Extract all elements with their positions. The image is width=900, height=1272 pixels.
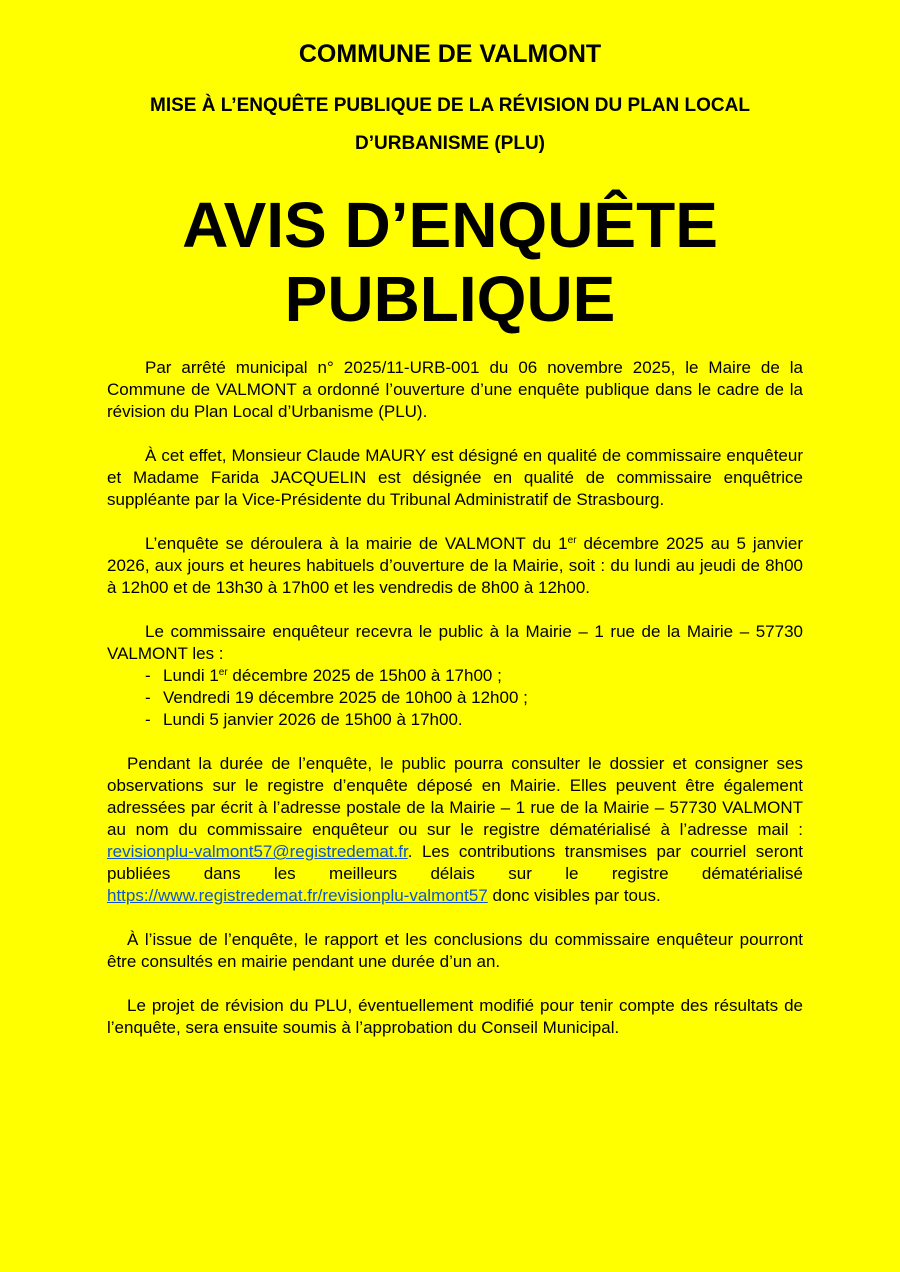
consultation-text-start: Pendant la durée de l’enquête, le public pourra consulter le dossier et consigner ses observations sur le registre d’enquête déposé en Mairie. Elles peuvent être également adressées par écrit à l’adresse postale de la Mairie – 1 rue de la Mairie – 57730 VALMONT au nom du commissaire enquêteur ou sur le registre dématérialisé à l’adresse mail : [107, 754, 803, 839]
notice-body [107, 357, 803, 1061]
permanence-superscript: er [218, 667, 228, 678]
commune-name: COMMUNE DE VALMONT [298, 40, 602, 68]
permanence-item [145, 665, 803, 687]
subtitle-line-1: MISE À L’ENQUÊTE PUBLIQUE DE LA RÉVISION DU PLAN LOCAL [150, 95, 750, 116]
dates-superscript: er [567, 535, 577, 546]
consultation-text-end: donc visibles par tous. [487, 886, 661, 905]
registre-url-link[interactable]: https://www.registredemat.fr/revisionplu-valmont57 [107, 886, 488, 905]
paragraph-approval: Le projet de révision du PLU, éventuellement modifié pour tenir compte des résultats de l’enquête, sera ensuite soumis à l’approbation du Conseil Municipal. [107, 996, 803, 1037]
paragraph-permanences-intro: Le commissaire enquêteur recevra le public à la Mairie – 1 rue de la Mairie – 57730 VALMONT les : [107, 622, 803, 663]
permanences-list [107, 665, 803, 731]
title-line-2: PUBLIQUE [284, 263, 616, 335]
dates-text-start: L’enquête se déroulera à la mairie de VALMONT du 1 [145, 534, 568, 553]
consultation-text-middle: . Les contributions transmises par courriel seront publiées dans les meilleurs délais sur le registre dématérialisé [107, 842, 803, 883]
permanence-text: Lundi 1 [163, 666, 219, 685]
paragraph-decree: Par arrêté municipal n° 2025/11-URB-001 du 06 novembre 2025, le Maire de la Commune de VALMONT a ordonné l’ouverture d’une enquête publique dans le cadre de la révision du Plan Local d’Urbanisme (PLU). [107, 358, 803, 421]
permanence-text-end: décembre 2025 de 15h00 à 17h00 ; [227, 666, 502, 685]
paragraph-commissioner: À cet effet, Monsieur Claude MAURY est désigné en qualité de commissaire enquêteur et Madame Farida JACQUELIN est désignée en qualité de commissaire enquêtrice suppléante par la Vice-Présidente du Tribunal Administratif de Strasbourg. [107, 446, 803, 509]
paragraph-report: À l’issue de l’enquête, le rapport et les conclusions du commissaire enquêteur pourront être consultés en mairie pendant une durée d’un an. [107, 930, 803, 971]
title-line-1: AVIS D’ENQUÊTE [182, 189, 718, 261]
permanence-text: Vendredi 19 décembre 2025 de 10h00 à 12h00 ; [163, 688, 528, 707]
registre-email-link[interactable]: revisionplu-valmont57@registredemat.fr [107, 842, 408, 861]
dates-text-end: décembre 2025 au 5 janvier 2026, aux jours et heures habituels d’ouverture de la Mairie, soit : du lundi au jeudi de 8h00 à 12h00 et de 13h30 à 17h00 et les vendredis de 8h00 à 12h00. [107, 534, 803, 597]
permanence-text: Lundi 5 janvier 2026 de 15h00 à 17h00. [163, 710, 463, 729]
paragraph-consultation [107, 753, 803, 907]
subtitle-line-2: D’URBANISME (PLU) [355, 133, 545, 154]
permanence-item [145, 687, 803, 709]
paragraph-dates [107, 533, 803, 599]
permanence-item [145, 709, 803, 731]
